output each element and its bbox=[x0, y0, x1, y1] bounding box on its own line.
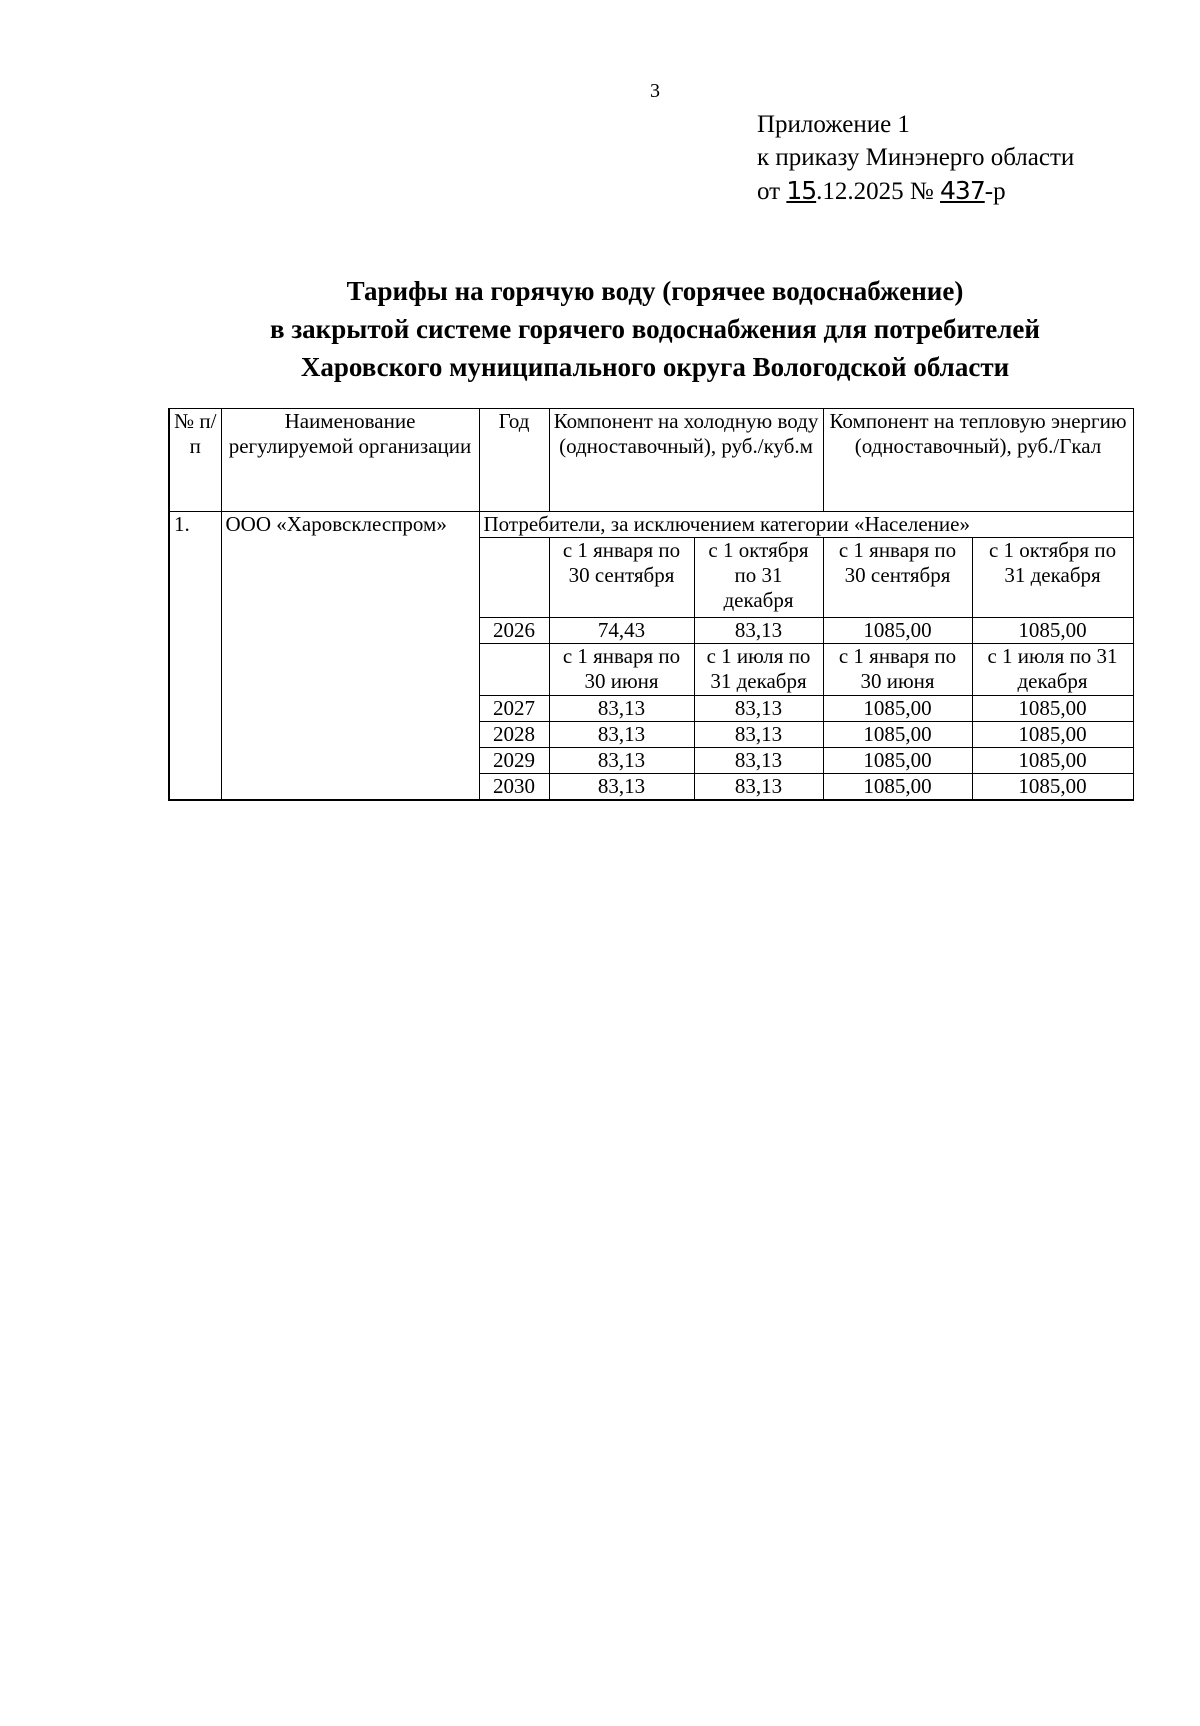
value-cell: 1085,00 bbox=[823, 618, 972, 644]
year-cell-empty bbox=[479, 538, 549, 618]
table-header-row bbox=[169, 409, 1133, 512]
year-cell: 2029 bbox=[479, 748, 549, 774]
appendix-title: Приложение 1 bbox=[757, 111, 910, 138]
appendix-order-ref: к приказу Минэнерго области bbox=[757, 144, 1075, 171]
title-line-2: в закрытой системе горячего водоснабжения для потребителей bbox=[270, 314, 1040, 344]
period-cell: с 1 января по 30 сентября bbox=[823, 538, 972, 618]
value-cell: 1085,00 bbox=[972, 748, 1133, 774]
value-cell: 83,13 bbox=[694, 618, 823, 644]
title-line-1: Тарифы на горячую воду (горячее водоснабжение) bbox=[346, 276, 964, 306]
year-cell: 2026 bbox=[479, 618, 549, 644]
handwritten-number: 437 bbox=[940, 176, 985, 205]
value-cell: 1085,00 bbox=[823, 774, 972, 801]
tariff-table bbox=[168, 408, 1134, 801]
value-cell: 1085,00 bbox=[972, 696, 1133, 722]
year-cell: 2028 bbox=[479, 722, 549, 748]
period-cell: с 1 июля по 31 декабря bbox=[694, 644, 823, 696]
value-cell: 1085,00 bbox=[823, 696, 972, 722]
value-cell: 83,13 bbox=[694, 696, 823, 722]
value-cell: 83,13 bbox=[694, 774, 823, 801]
header-org: Наименование регулируемой организации bbox=[221, 409, 479, 512]
value-cell: 1085,00 bbox=[823, 748, 972, 774]
value-cell: 1085,00 bbox=[972, 722, 1133, 748]
value-cell: 1085,00 bbox=[972, 618, 1133, 644]
value-cell: 83,13 bbox=[694, 748, 823, 774]
appendix-block bbox=[757, 108, 1074, 208]
number-suffix: -р bbox=[984, 178, 1006, 205]
period-cell: с 1 января по 30 июня bbox=[823, 644, 972, 696]
date-prefix: от bbox=[757, 178, 787, 205]
year-cell: 2030 bbox=[479, 774, 549, 801]
value-cell: 83,13 bbox=[694, 722, 823, 748]
period-cell: с 1 октября по 31 декабря bbox=[972, 538, 1133, 618]
table-row bbox=[169, 512, 1133, 538]
appendix-date-line bbox=[757, 174, 1074, 208]
period-cell: с 1 июля по 31 декабря bbox=[972, 644, 1133, 696]
organization-name: ООО «Харовсклеспром» bbox=[221, 512, 479, 801]
value-cell: 74,43 bbox=[549, 618, 694, 644]
header-year: Год bbox=[479, 409, 549, 512]
period-cell: с 1 января по 30 июня bbox=[549, 644, 694, 696]
period-cell: с 1 октября по 31 декабря bbox=[694, 538, 823, 618]
period-cell: с 1 января по 30 сентября bbox=[549, 538, 694, 618]
year-cell: 2027 bbox=[479, 696, 549, 722]
page-number: 3 bbox=[650, 80, 660, 102]
consumer-category: Потребители, за исключением категории «Население» bbox=[479, 512, 1133, 538]
handwritten-day: 15 bbox=[786, 176, 817, 205]
header-num: № п/п bbox=[169, 409, 221, 512]
date-rest: .12.2025 № bbox=[816, 178, 941, 205]
value-cell: 83,13 bbox=[549, 696, 694, 722]
value-cell: 1085,00 bbox=[823, 722, 972, 748]
value-cell: 1085,00 bbox=[972, 774, 1133, 801]
year-cell-empty bbox=[479, 644, 549, 696]
value-cell: 83,13 bbox=[549, 748, 694, 774]
title-line-3: Харовского муниципального округа Вологодской области bbox=[300, 352, 1010, 382]
header-heat-energy: Компонент на тепловую энергию (одноставочный), руб./Гкал bbox=[823, 409, 1133, 512]
value-cell: 83,13 bbox=[549, 722, 694, 748]
row-number: 1. bbox=[169, 512, 221, 801]
value-cell: 83,13 bbox=[549, 774, 694, 801]
header-cold-water: Компонент на холодную воду (одноставочный), руб./куб.м bbox=[549, 409, 823, 512]
document-title bbox=[0, 272, 1200, 386]
